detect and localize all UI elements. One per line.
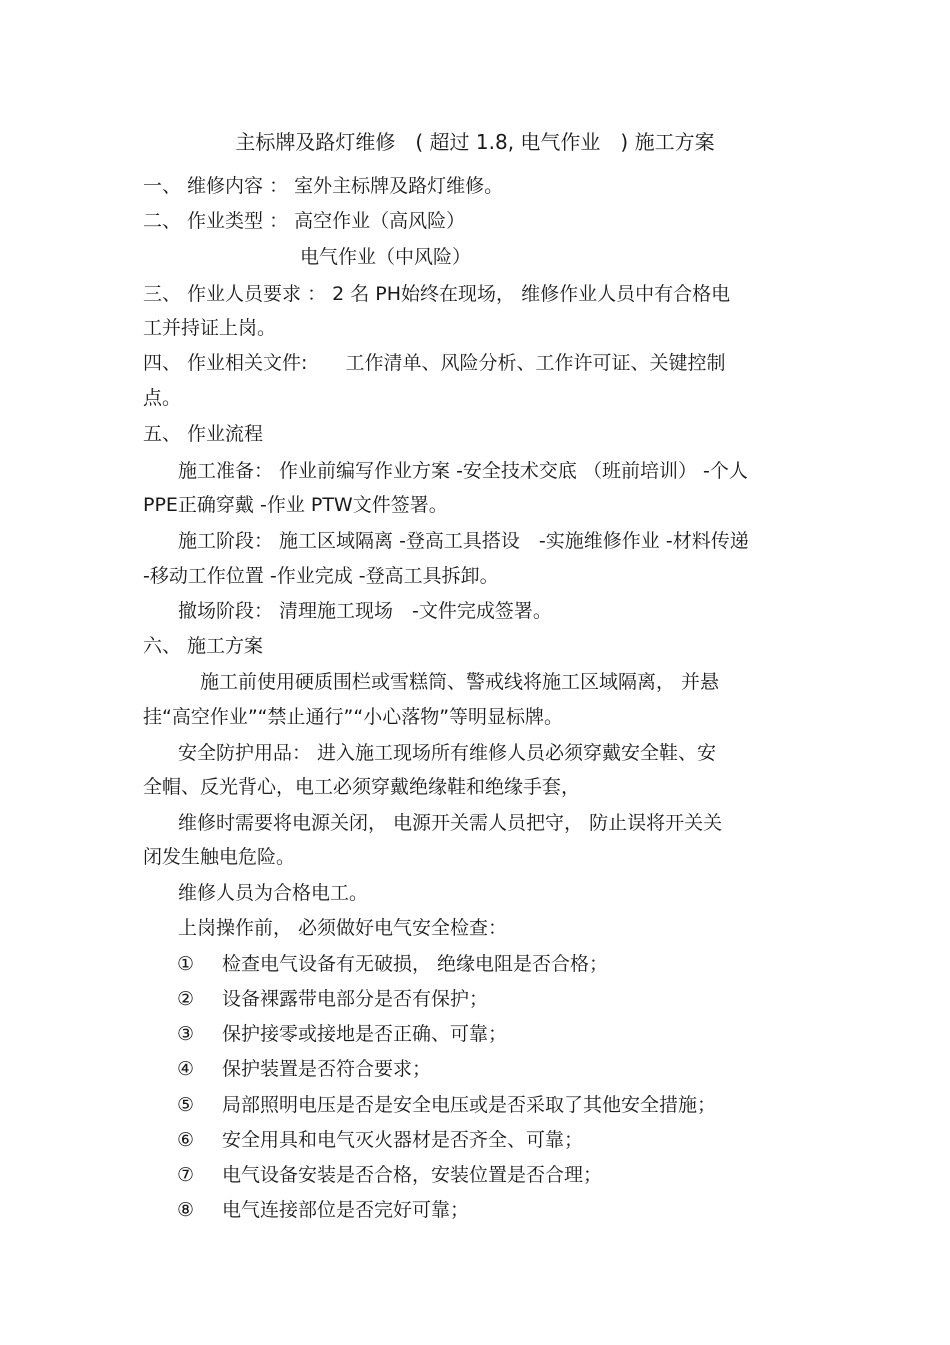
section-3-line-2: 工并持证上岗。 xyxy=(143,317,277,339)
plan-para-3-line-2: 闭发生触电危险。 xyxy=(143,846,296,868)
flow-stage-line-2: -移动工作位置 -作业完成 -登高工具拆卸。 xyxy=(143,565,499,587)
check-number: ④ xyxy=(177,1058,195,1080)
plan-para-3-line-1: 维修时需要将电源关闭， 电源开关需人员把守， 防止误将开关关 xyxy=(178,812,723,834)
check-number: ⑧ xyxy=(177,1199,195,1221)
flow-stage-line-1: 施工阶段： 施工区域隔离 -登高工具搭设 -实施维修作业 -材料传递 xyxy=(178,530,749,552)
plan-para-4: 维修人员为合格电工。 xyxy=(178,882,369,904)
plan-para-1-line-2: 挂“高空作业”“禁止通行”“小心落物”等明显标牌。 xyxy=(143,706,564,728)
section-2-line-1: 二、 作业类型 ： 高空作业（高风险） xyxy=(143,210,466,232)
document-title: 主标牌及路灯维修 ( 超过 1.8, 电气作业 ) 施工方案 xyxy=(235,130,715,154)
section-1: 一、 维修内容 ： 室外主标牌及路灯维修。 xyxy=(143,175,504,197)
check-item: 安全用具和电气灭火器材是否齐全、可靠； xyxy=(222,1129,584,1151)
section-5-heading: 五、 作业流程 xyxy=(143,423,264,445)
check-number: ⑦ xyxy=(177,1164,195,1186)
check-number: ⑤ xyxy=(177,1094,195,1116)
check-number: ③ xyxy=(177,1023,195,1045)
flow-prep-line-1: 施工准备： 作业前编写作业方案 -安全技术交底 （班前培训） -个人 xyxy=(178,460,748,482)
flow-prep-line-2: PPE正确穿戴 -作业 PTW文件签署。 xyxy=(143,494,448,516)
check-number: ① xyxy=(177,953,195,975)
flow-exit: 撤场阶段： 清理施工现场 -文件完成签署。 xyxy=(178,600,552,622)
plan-para-2-line-1: 安全防护用品： 进入施工现场所有维修人员必须穿戴安全鞋、安 xyxy=(178,742,717,764)
section-2-line-2: 电气作业（中风险） xyxy=(300,246,472,268)
plan-para-5: 上岗操作前， 必须做好电气安全检查： xyxy=(178,917,508,939)
check-item: 电气设备安装是否合格，安装位置是否合理； xyxy=(222,1164,603,1186)
plan-para-2-line-2: 全帽、反光背心，电工必须穿戴绝缘鞋和绝缘手套， xyxy=(143,776,581,798)
check-item: 设备裸露带电部分是否有保护； xyxy=(222,988,489,1010)
check-item: 保护接零或接地是否正确、可靠； xyxy=(222,1023,508,1045)
section-3-line-1: 三、 作业人员要求 ： 2 名 PH始终在现场， 维修作业人员中有合格电 xyxy=(143,283,731,305)
section-6-heading: 六、 施工方案 xyxy=(143,635,264,657)
check-item: 保护装置是否符合要求； xyxy=(222,1058,432,1080)
section-4-line-2: 点。 xyxy=(143,387,182,409)
check-item: 检查电气设备有无破损， 绝缘电阻是否合格； xyxy=(222,953,609,975)
plan-para-1-line-1: 施工前使用硬质围栏或雪糕筒、警戒线将施工区域隔离， 并悬 xyxy=(200,671,720,693)
check-number: ② xyxy=(177,988,195,1010)
check-number: ⑥ xyxy=(177,1129,195,1151)
check-item: 电气连接部位是否完好可靠； xyxy=(222,1199,470,1221)
check-item: 局部照明电压是否是安全电压或是否采取了其他安全措施； xyxy=(222,1094,717,1116)
section-4-line-1: 四、 作业相关文件: 工作清单、风险分析、工作许可证、关键控制 xyxy=(143,352,726,374)
